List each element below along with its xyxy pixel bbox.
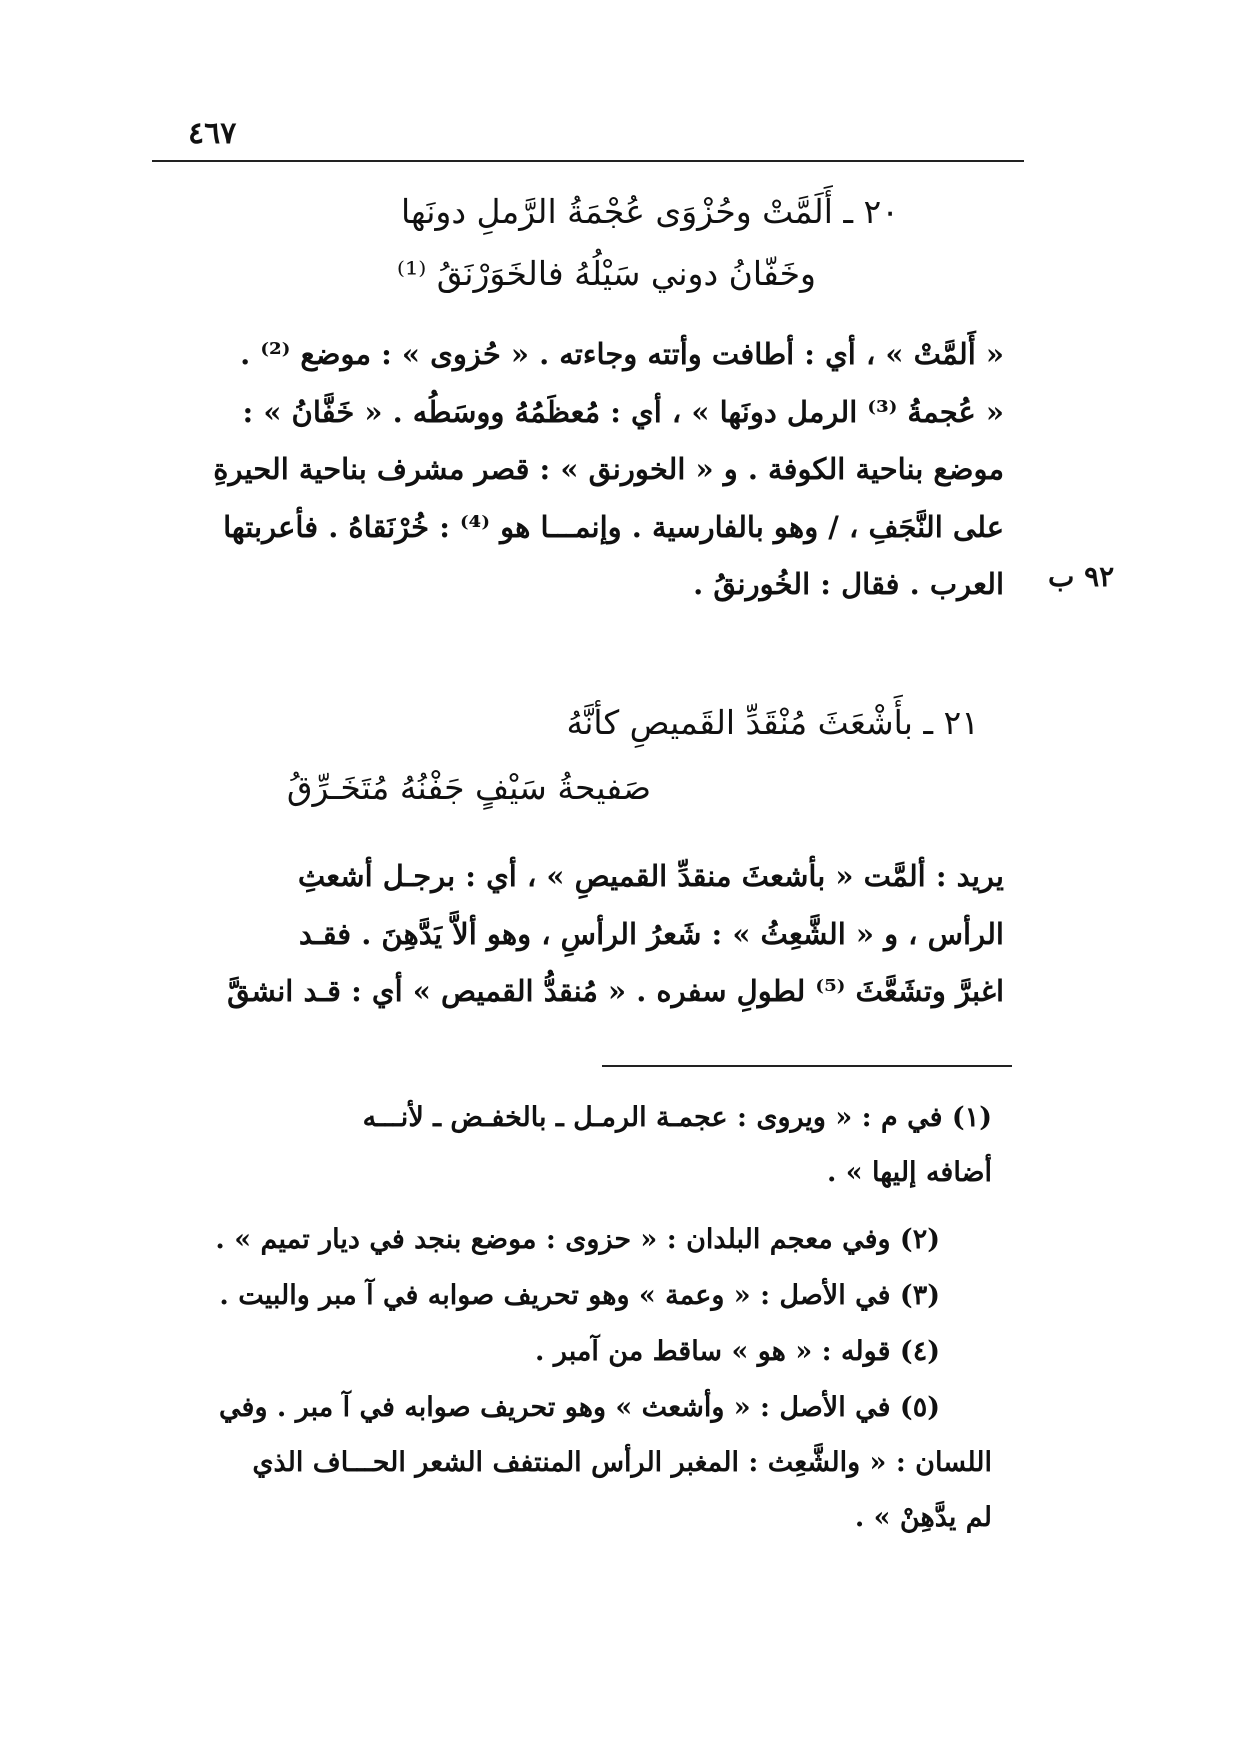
- commentary-line: اغبرَّ وتشَعَّثَ ⁽⁵⁾ لطولِ سفره . « مُنقدُّ القميص » أي : قـد انشقَّ: [227, 974, 1004, 1008]
- footnote-line: (٥) في الأصل : « وأشعث » وهو تحريف صوابه في آ مبر . وفي: [219, 1392, 940, 1423]
- verse-20-hemistich-2: وخَفّانُ دوني سَيْلُهُ فالخَوَرْنَقُ ⁽¹⁾: [396, 254, 816, 293]
- footnote-4: (٤) قوله : « هو » ساقط من آمبر .: [535, 1336, 940, 1367]
- page-number: ٤٦٧: [188, 116, 237, 151]
- commentary-block-2: [152, 848, 1004, 1021]
- commentary-block-1: [152, 326, 1004, 614]
- footnote-1: [152, 1090, 992, 1200]
- commentary-line: الرأس ، و « الشَّعِثُ » : شَعرُ الرأسِ ، وهو ألاَّ يَدَّهِنَ . فقـد: [298, 916, 1004, 951]
- header-rule: [152, 160, 1024, 162]
- footnote-line: (١) في م : « ويروى : عجمـة الرمـل ـ بالخفـض ـ لأنـــه: [362, 1102, 992, 1133]
- verse-21-hemistich-2: صَفيحةُ سَيْفٍ جَفْنُهُ مُتَخَـرِّقُ: [286, 768, 651, 807]
- commentary-line: يريد : ألمَّت « بأشعثَ منقدِّ القميصِ » ، أي : برجـل أشعثِ: [297, 859, 1004, 893]
- commentary-line: « أَلمَّتْ » ، أي : أطافت وأتته وجاءته . « حُزوى » : موضع ⁽²⁾ .: [240, 337, 1004, 371]
- manuscript-folio-marker: ٩٢ ب: [1048, 560, 1115, 593]
- footnotes: [152, 1090, 992, 1710]
- commentary-line: على النَّجَفِ ، / وهو بالفارسية . وإنمـــا هو ⁽⁴⁾ : خُرْنَقاهُ . فأعربتها: [223, 509, 1004, 544]
- verse-20-hemistich-1: ٢٠ ـ أَلَمَّتْ وحُزْوَى عُجْمَةُ الرَّملِ دونَها: [400, 192, 899, 231]
- footnote-5: [152, 1380, 992, 1545]
- commentary-line: موضع بناحية الكوفة . و « الخورنق » : قصر مشرف بناحية الحيرةِ: [213, 452, 1004, 486]
- footnote-line: لم يدَّهِنْ » .: [854, 1502, 992, 1533]
- footnote-line: اللسان : « والشَّعِث : المغبر الرأس المنتفف الشعر الحـــاف الذي: [252, 1447, 992, 1478]
- footnote-separator: [602, 1065, 1012, 1067]
- footnote-2: (٢) وفي معجم البلدان : « حزوى : موضع بنجد في ديار تميم » .: [215, 1224, 940, 1255]
- commentary-line: العرب . فقال : الخُورنقُ .: [693, 567, 1004, 601]
- footnote-line: أضافه إليها » .: [826, 1157, 992, 1188]
- verse-21-hemistich-1: ٢١ ـ بأَشْعَثَ مُنْقَدِّ القَميصِ كأنَّهُ: [566, 703, 979, 742]
- footnote-3: (٣) في الأصل : « وعمة » وهو تحريف صوابه في آ مبر والبيت .: [219, 1280, 940, 1311]
- commentary-line: « عُجمةُ ⁽³⁾ الرمل دونَها » ، أي : مُعظَمُهُ ووسَطُه . « خَفَّانُ » :: [242, 394, 1004, 429]
